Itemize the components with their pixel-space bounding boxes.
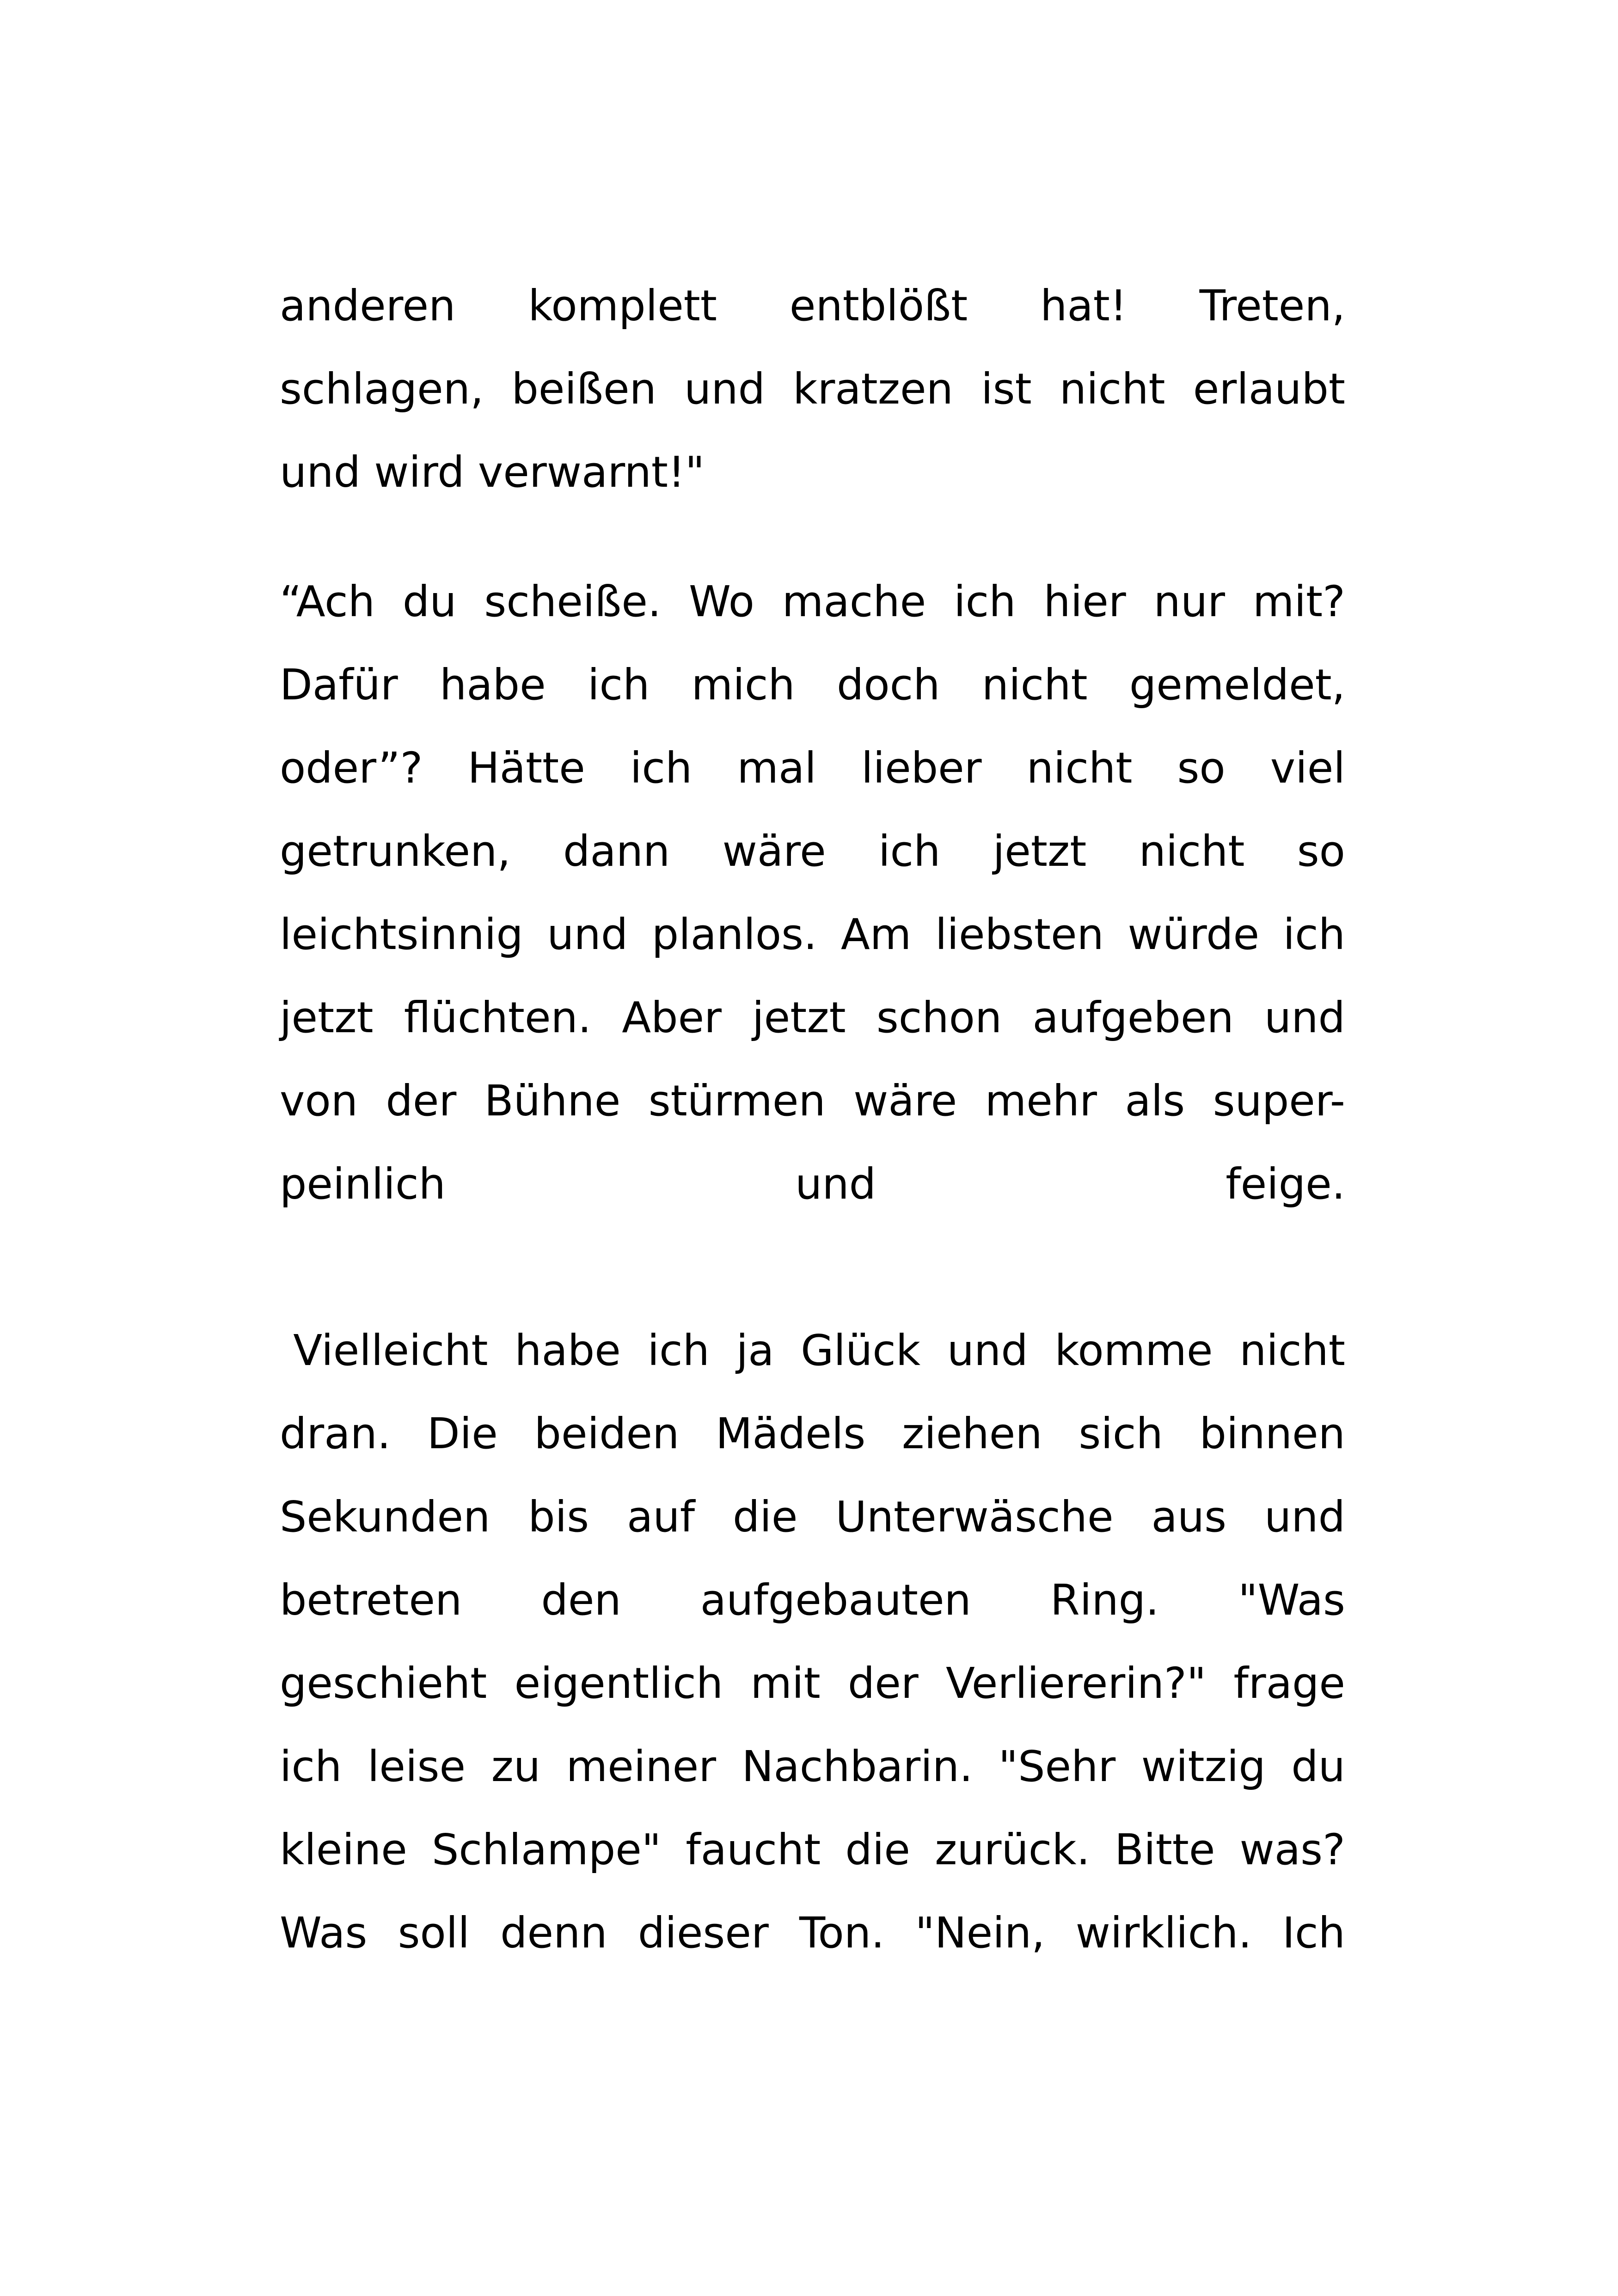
text-line bbox=[280, 361, 1345, 417]
word: aufgeben bbox=[1032, 993, 1234, 1042]
word: Glück bbox=[801, 1326, 921, 1375]
word: jetzt bbox=[280, 993, 374, 1042]
text-line bbox=[280, 1822, 1345, 1878]
word: habe bbox=[515, 1326, 621, 1375]
word: nur bbox=[1153, 577, 1225, 626]
text-line bbox=[280, 1905, 1345, 1961]
word: viel bbox=[1270, 743, 1345, 793]
word: getrunken, bbox=[280, 827, 511, 876]
word: ich bbox=[647, 1326, 710, 1375]
word: mal bbox=[737, 743, 816, 793]
word: lieber bbox=[861, 743, 982, 793]
word: Schlampe" bbox=[432, 1825, 662, 1874]
word: mit? bbox=[1252, 577, 1345, 626]
word: du bbox=[1291, 1742, 1345, 1791]
word: würde bbox=[1128, 910, 1260, 959]
word: betreten bbox=[280, 1575, 462, 1625]
word: Unterwäsche bbox=[835, 1492, 1114, 1542]
word: die bbox=[845, 1825, 910, 1874]
word: oder”? bbox=[280, 743, 423, 793]
word: ziehen bbox=[902, 1409, 1042, 1458]
word: scheiße. bbox=[484, 577, 662, 626]
word: jetzt bbox=[752, 993, 846, 1042]
word: aus bbox=[1151, 1492, 1227, 1542]
word: "Was bbox=[1238, 1575, 1345, 1625]
word: Ring. bbox=[1050, 1575, 1159, 1625]
word: dran. bbox=[280, 1409, 391, 1458]
word: was? bbox=[1239, 1825, 1345, 1874]
word: doch bbox=[836, 660, 940, 710]
word: "Nein, bbox=[915, 1908, 1045, 1958]
text-line bbox=[280, 657, 1345, 713]
text-line bbox=[280, 1406, 1345, 1462]
word: und bbox=[1264, 993, 1345, 1042]
word: ich bbox=[1283, 910, 1345, 959]
word: “Ach bbox=[280, 577, 375, 626]
word: Bitte bbox=[1115, 1825, 1215, 1874]
word: ich bbox=[954, 577, 1016, 626]
word: nicht bbox=[1026, 743, 1133, 793]
word: und bbox=[547, 910, 628, 959]
word: ich bbox=[280, 1742, 342, 1791]
word: "Sehr bbox=[998, 1742, 1116, 1791]
word: beißen bbox=[511, 364, 656, 414]
word: von bbox=[280, 1076, 358, 1126]
text-line bbox=[280, 1157, 1345, 1212]
word: du bbox=[402, 577, 457, 626]
word: und bbox=[684, 364, 766, 414]
word: und bbox=[1264, 1492, 1345, 1542]
word: frage bbox=[1233, 1659, 1345, 1708]
word: beiden bbox=[534, 1409, 680, 1458]
word: zu bbox=[491, 1742, 541, 1791]
word: Dafür bbox=[280, 660, 398, 710]
word: hier bbox=[1043, 577, 1126, 626]
word: Vielleicht bbox=[280, 1326, 488, 1375]
word: und bbox=[947, 1326, 1028, 1375]
word: jetzt bbox=[993, 827, 1087, 876]
word: Sekunden bbox=[280, 1492, 490, 1542]
word: entblößt bbox=[789, 281, 968, 331]
word: Was bbox=[280, 1908, 368, 1958]
word: die bbox=[732, 1492, 798, 1542]
word: eigentlich bbox=[514, 1659, 723, 1708]
word: binnen bbox=[1199, 1409, 1345, 1458]
text-line bbox=[280, 1739, 1345, 1794]
word: planlos. bbox=[651, 910, 817, 959]
word: zurück. bbox=[935, 1825, 1090, 1874]
word: leise bbox=[367, 1742, 466, 1791]
word: als bbox=[1125, 1076, 1185, 1126]
word: witzig bbox=[1141, 1742, 1266, 1791]
word: wirklich. bbox=[1075, 1908, 1252, 1958]
word: leichtsinnig bbox=[280, 910, 523, 959]
text-line bbox=[280, 1073, 1345, 1129]
word: mache bbox=[782, 577, 926, 626]
word: Hätte bbox=[467, 743, 585, 793]
word: dann bbox=[563, 827, 670, 876]
text-line bbox=[280, 907, 1345, 962]
text-line bbox=[280, 1323, 1345, 1378]
word: der bbox=[847, 1659, 919, 1708]
word: geschieht bbox=[280, 1659, 487, 1708]
word: schon bbox=[876, 993, 1002, 1042]
word: so bbox=[1297, 827, 1345, 876]
word: nicht bbox=[981, 660, 1088, 710]
word: der bbox=[386, 1076, 457, 1126]
text-line bbox=[280, 1656, 1345, 1711]
word: Ich bbox=[1282, 1908, 1345, 1958]
text-line bbox=[280, 1573, 1345, 1628]
word: auf bbox=[627, 1492, 695, 1542]
word: Aber bbox=[622, 993, 722, 1042]
word: flüchten. bbox=[404, 993, 592, 1042]
word: und bbox=[795, 1159, 876, 1209]
word: Die bbox=[427, 1409, 498, 1458]
word: mit bbox=[750, 1659, 821, 1708]
word: ist bbox=[981, 364, 1032, 414]
text-line bbox=[280, 1489, 1345, 1545]
word: nicht bbox=[1139, 827, 1245, 876]
word: Treten, bbox=[1199, 281, 1345, 331]
word: Mädels bbox=[716, 1409, 866, 1458]
word: peinlich bbox=[280, 1159, 446, 1209]
word: nicht bbox=[1239, 1326, 1345, 1375]
word: bis bbox=[528, 1492, 589, 1542]
word: gemeldet, bbox=[1129, 660, 1345, 710]
line-text: und wird verwarnt!" bbox=[280, 447, 705, 497]
word: Bühne bbox=[484, 1076, 621, 1126]
word: habe bbox=[440, 660, 546, 710]
word: ich bbox=[630, 743, 693, 793]
word: kratzen bbox=[793, 364, 953, 414]
word: dieser bbox=[637, 1908, 769, 1958]
word: meiner bbox=[566, 1742, 717, 1791]
word: feige. bbox=[1226, 1159, 1345, 1209]
word: schlagen, bbox=[280, 364, 484, 414]
text-line bbox=[280, 278, 1345, 334]
word: soll bbox=[398, 1908, 470, 1958]
word: komplett bbox=[528, 281, 717, 331]
word: den bbox=[541, 1575, 621, 1625]
word: mehr bbox=[985, 1076, 1097, 1126]
word: wäre bbox=[722, 827, 826, 876]
word: Verliererin?" bbox=[945, 1659, 1207, 1708]
word: Ton. bbox=[799, 1908, 885, 1958]
word: ich bbox=[878, 827, 941, 876]
word: nicht bbox=[1059, 364, 1165, 414]
word: komme bbox=[1054, 1326, 1213, 1375]
word: denn bbox=[500, 1908, 607, 1958]
text-line bbox=[280, 741, 1345, 796]
text-line bbox=[280, 824, 1345, 879]
text-line bbox=[280, 990, 1345, 1046]
word: liebsten bbox=[935, 910, 1104, 959]
word: Nachbarin. bbox=[742, 1742, 973, 1791]
word: ich bbox=[587, 660, 650, 710]
word: aufgebauten bbox=[700, 1575, 971, 1625]
word: stürmen bbox=[648, 1076, 826, 1126]
word: wäre bbox=[853, 1076, 957, 1126]
word: Wo bbox=[689, 577, 754, 626]
word: sich bbox=[1079, 1409, 1163, 1458]
word: faucht bbox=[686, 1825, 821, 1874]
text-line bbox=[280, 445, 1345, 500]
word: anderen bbox=[280, 281, 456, 331]
word: Am bbox=[840, 910, 912, 959]
word: super- bbox=[1213, 1076, 1345, 1126]
word: kleine bbox=[280, 1825, 407, 1874]
text-line bbox=[280, 574, 1345, 630]
word: ja bbox=[736, 1326, 774, 1375]
word: hat! bbox=[1040, 281, 1127, 331]
word: erlaubt bbox=[1193, 364, 1345, 414]
word: mich bbox=[691, 660, 795, 710]
word: so bbox=[1177, 743, 1226, 793]
